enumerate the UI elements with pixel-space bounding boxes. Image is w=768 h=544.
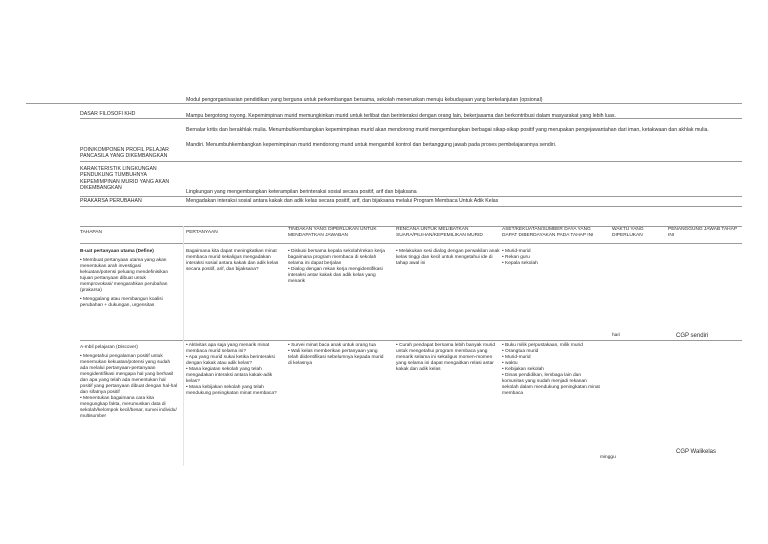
row2-rencana: • Curah pendapat bersama lebih banyak murid untuk mengetahui program membaca yang menarik selama ini sekaligus momen-momen yang selama ini dapat mengaitkan relasi antar kakak dan adik kelas — [396, 343, 496, 372]
row1-waktu: hari — [612, 333, 620, 338]
prakarsa-value: Mengadakan interaksi sosial antara kakak dan adik kelas secara positif, arif, dan bijaksana melalui Program Membaca Untuk Adik Kelas — [186, 198, 499, 204]
header-pertanyaan: PERTANYAAN — [186, 230, 218, 235]
row2-waktu: minggu — [600, 455, 616, 460]
row2-tindakan: • Survei minat baca anak untuk orang tua • Wali kelas memberikan pertanyaan yang telah diidentifikasi sebelumnya kepada murid di kelasnya — [288, 343, 384, 366]
intro-text: Modul pengorganisasian pendidikan yang berguna untuk perkembangan bersama, sekolah meneruskan menuju kebudayaan yang berkelanjutan (opsional) — [186, 97, 543, 103]
row1-tahapan-detail: • Membuat pertanyaan utama yang akan menentukan arah investigasi kekuatan/potensi peluang mendefinisikan tujuan pertanyaan dibuat untuk memprovokasi/ mengarahkan perubahan (prakarsa) — [80, 258, 169, 293]
divider — [80, 243, 742, 244]
header-aset: ASET/KEKUATAN/SUMBER DAYA YANG DAPAT DIBERDAYAKAN PADA TAHAP INI — [502, 227, 594, 238]
header-waktu: WAKTU YANG DIPERLUKAN — [612, 227, 644, 238]
header-penanggung: PENANGGUNG JAWAB TAHAP INI — [668, 227, 737, 238]
row2-tahapan-detail: • Mengetahui pengalaman positif untuk menemukan kekuatan/potensi yang sudah ada melalui pertanyaan-pertanyaan mengidentifikasi mengapa hal yang berhasil dan apa yang telah ada menentukan hal positif yang pertanyaan dibuat dengan hal-hal dan sifatnya positif — [80, 354, 178, 395]
row2-tahapan-title: A-mbil pelajaran (Discover) — [80, 345, 138, 350]
divider — [80, 206, 742, 207]
row2-tahapan — [80, 345, 178, 420]
filosofi-line-3: Mandiri. Menumbuhkembangkan kepemimpinan murid mendorong murid untuk mengambil kontrol dan bertanggung jawab pada proses pembelajarannya sendiri. — [186, 142, 557, 148]
row1-tindakan: • Diskusi bersama kepala sekolah/rekan kerja bagaimana program membaca di sekolah selama ini dapat berjalan • Dialog dengan rekan kerja mengidentifikasi interaksi antar kakak dan adik kelas yang menarik — [288, 249, 385, 284]
profil-label: POIN/KOMPONEN PROFIL PELAJAR PANCASILA YANG DIKEMBANGKAN — [80, 147, 169, 160]
divider — [26, 103, 742, 104]
filosofi-line-1: Mampu bergotong royong. Kepemimpinan murid memungkinkan murid untuk terlibat dan berinteraksi dengan orang lain, bekerjasama dan berkontribusi dalam masyarakat yang lebih luas. — [186, 113, 616, 119]
row1-tahapan — [80, 249, 178, 309]
header-rencana: RENCANA UNTUK MELIBATKAN SUARA/PILIHAN/KEPEMILIKAN MURID — [396, 227, 483, 238]
row1-aset: • Murid-murid • Rekan guru • Kepala sekolah — [502, 249, 538, 266]
header-tindakan: TINDAKAN YANG DIPERLUKAN UNTUK MENDAPATKAN JAWABAN — [288, 227, 377, 238]
row1-tahapan-title: B-uat pertanyaan utama (Define) — [80, 249, 154, 254]
row1-rencana: • Melakukan sesi dialog dengan perwakilan anak kelas tinggi dan kecil untuk mengetahui ide di tahap awal ini — [396, 249, 500, 266]
column-divider — [183, 226, 184, 466]
row1-penanggung: CGP sendiri — [676, 333, 709, 339]
karakteristik-value: Lingkungan yang mengembangkan keterampilan berinteraksi sosial secara positif, arif dan bijaksana — [186, 189, 417, 195]
row1-pertanyaan: Bagaimana kita dapat meningkatkan minat membaca murid sekaligus mengadakan interaksi sosial antara kakak dan adik kelas secara positif, arif, dan bijaksana? — [186, 249, 279, 272]
filosofi-line-2: Bernalar kritis dan berakhlak mulia. Menumbuhkembangkan kepemimpinan murid akan mendorong murid mengembangkan berbagai sikap-sikap positif yang merupakan pengejawantahan dari iman, ketakwaan dan akhlak mulia. — [186, 127, 709, 133]
row1-tahapan-koalisi: • Menggalang atau membangun koalisi perubahan + dukungan, urgensitas — [80, 297, 163, 308]
divider — [80, 196, 742, 197]
row2-aset: • Buku milik perpustakaan, milik murid • Orangtua murid • Murid-murid • waktu • Kebijakan sekolah • Dinas pendidikan, lembaga lain dan komunitas yang sudah menjadi rekanan sekolah dalam mendukung peningkatan minat membaca — [502, 343, 600, 396]
karakteristik-label: KARAKTERISTIK LINGKUNGAN PENDUKUNG TUMBUHNYA KEPEMIMPINAN MURID YANG AKAN DIKEMBANGKAN — [80, 166, 170, 192]
divider — [80, 161, 742, 162]
filosofi-label: DASAR FILOSOFI KHD — [80, 111, 136, 117]
row2-pertanyaan: • Aktivitas apa saja yang menarik minat membaca murid selama ini? • Apa yang murid sukai ketika berinteraksi dengan kakak atau adik kelas? • Mana kegiatan sekolah yang telah mengadakan interaksi antara kakak-adik kelas? • Mana kebijakan sekolah yang telah mendukung peningkatan minat membaca? — [186, 343, 277, 396]
prakarsa-label: PRAKARSA PERUBAHAN — [80, 198, 142, 204]
divider — [80, 340, 742, 341]
row2-tahapan-fakta: • Menentukan bagaimana cara kita mengungkap fakta, merumuskan data di sekolah/kelompok kecil/besar, survei individu/ multisumber — [80, 396, 177, 419]
row2-penanggung: CGP Walikelas — [676, 449, 717, 455]
header-tahapan: TAHAPAN — [80, 230, 102, 235]
